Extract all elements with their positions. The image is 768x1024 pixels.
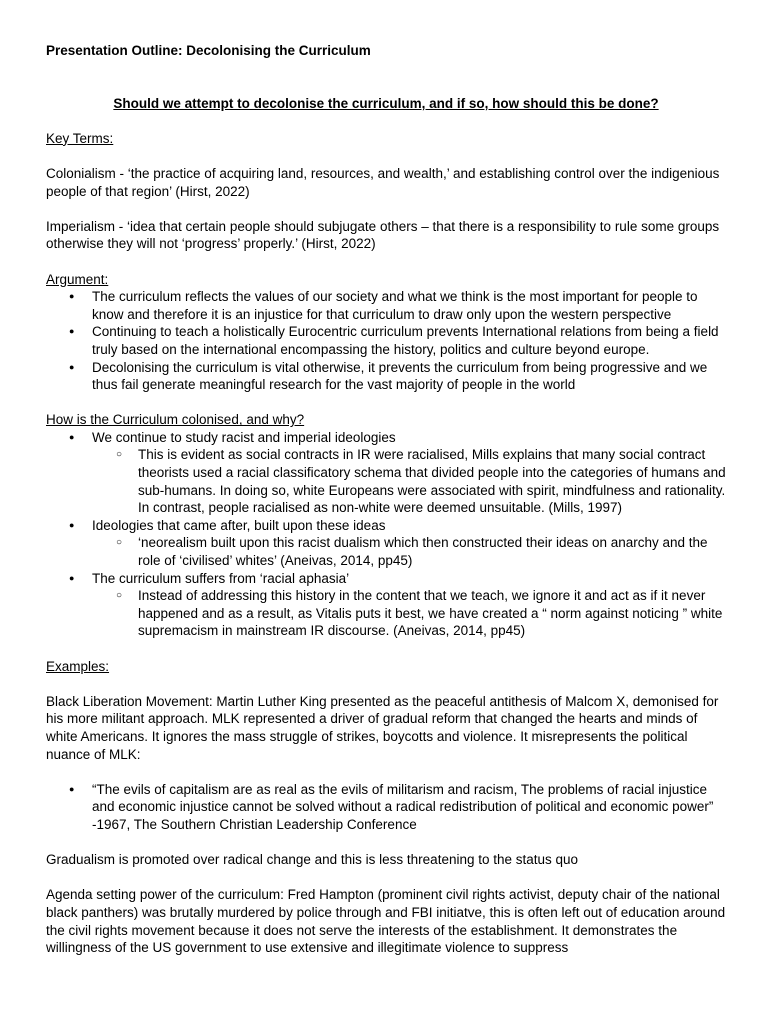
list-item: ● Decolonising the curriculum is vital otherwise, it prevents the curriculum from being progressive and we thus fail generate meaningful research for the vast majority of people in the world bbox=[46, 359, 726, 394]
argument-heading: Argument: bbox=[46, 271, 109, 287]
key-terms-heading: Key Terms: bbox=[46, 130, 114, 146]
list-item: ● The curriculum reflects the values of our society and what we think is the most important for people to know and therefore it is an injustice for that curriculum to draw only upon the western perspective bbox=[46, 288, 726, 323]
central-question: Should we attempt to decolonise the curriculum, and if so, how should this be done? bbox=[113, 95, 659, 111]
argument-list bbox=[46, 288, 726, 394]
mlk-quote: ● “The evils of capitalism are as real as the evils of militarism and racism, The problems of racial injustice and economic injustice cannot be solved without a radical redistribution of political and economic power” -1967, The Southern Christian Leadership Conference bbox=[46, 781, 726, 834]
sub-list-item: ○ Instead of addressing this history in the content that we teach, we ignore it and act as if it never happened and as a result, as Vitalis puts it best, we have created a “ norm against noticing ” white supremacism in mainstream IR discourse. (Aneivas, 2014, pp45) bbox=[46, 587, 726, 640]
sub-list-item: ○ This is evident as social contracts in IR were racialised, Mills explains that many social contract theorists used a racial classificatory schema that divided people into the categories of humans and sub-humans. In doing so, white Europeans were associated with spirit, mindfulness and rationality. In contrast, people racialised as non-white were deemed unsuitable. (Mills, 1997) bbox=[46, 446, 726, 516]
list-item: ● Continuing to teach a holistically Eurocentric curriculum prevents International relations from being a field truly based on the international encompassing the history, politics and culture beyond europe. bbox=[46, 323, 726, 358]
imperialism-definition: Imperialism - ‘idea that certain people should subjugate others – that there is a responsibility to rule some groups otherwise they will not ‘progress’ properly.’ (Hirst, 2022) bbox=[46, 218, 720, 252]
agenda-paragraph: Agenda setting power of the curriculum: Fred Hampton (prominent civil rights activist, deputy chair of the national black panthers) was brutally murdered by police through and FBI initiatve, this is often left out of education around the civil rights movement because it does not serve the interests of the establishment. It demonstrates the willingness of the US government to use extensive and illegitimate violence to suppress bbox=[46, 887, 726, 956]
examples-heading: Examples: bbox=[46, 658, 110, 674]
document-page bbox=[46, 42, 726, 957]
colonised-heading: How is the Curriculum colonised, and why? bbox=[46, 412, 305, 428]
document-title: Presentation Outline: Decolonising the Curriculum bbox=[46, 43, 371, 58]
sub-list-item: ○ ‘neorealism built upon this racist dualism which then constructed their ideas on anarchy and the role of ‘civilised’ whites’ (Aneivas, 2014, pp45) bbox=[46, 534, 726, 569]
colonised-list bbox=[46, 429, 726, 640]
list-item: ● We continue to study racist and imperial ideologies bbox=[46, 429, 726, 447]
list-item: ● The curriculum suffers from ‘racial aphasia’ bbox=[46, 570, 726, 588]
list-item: ● Ideologies that came after, built upon these ideas bbox=[46, 517, 726, 535]
gradualism-paragraph: Gradualism is promoted over radical change and this is less threatening to the status quo bbox=[46, 852, 579, 868]
blm-paragraph: Black Liberation Movement: Martin Luther King presented as the peaceful antithesis of Malcom X, demonised for his more militant approach. MLK represented a driver of gradual reform that changed the hearts and minds of white Americans. It ignores the mass struggle of strikes, boycotts and violence. It misrepresents the political nuance of MLK: bbox=[46, 693, 719, 762]
colonialism-definition: Colonialism - ‘the practice of acquiring land, resources, and wealth,’ and establishing control over the indigenious people of that region’ (Hirst, 2022) bbox=[46, 165, 720, 199]
